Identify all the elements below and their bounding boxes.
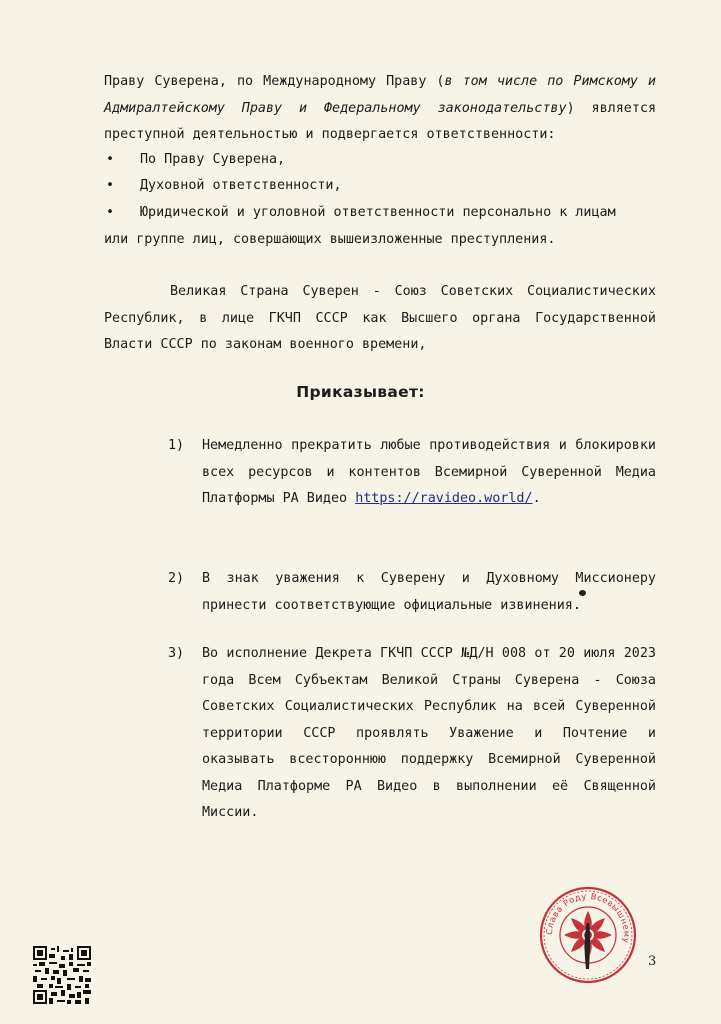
bullet-dot-icon: •: [106, 152, 115, 167]
ravideo-link[interactable]: https://ravideo.world/: [355, 491, 533, 506]
order-item: 3) Во исполнение Декрета ГКЧП СССР №Д/Н 008 от 20 июля 2023 года Всем Субъектам Великой Страны Суверена - Союза Советских Социалистических Республик на всей Суверенной территории СССР проявлять Уважение и Почтение и оказывать всестороннюю поддержку Всемирной Суверенной Медиа Платформе РА Видео в выполнении её Священной Миссии.: [168, 641, 656, 827]
intro-paragraph: Праву Суверена, по Международному Праву (в том числе по Римскому и Адмиралтейскому Праву и Федеральному законодательству) является преступной деятельностью и подвергается ответственности:: [104, 74, 656, 142]
bullet-item: • Юридической и уголовной ответственности персонально к лицам или группе лиц, совершающих вышеизложенные преступления.: [104, 200, 656, 253]
qr-code-icon: [33, 946, 91, 1004]
bullet-dot-icon: •: [106, 178, 115, 193]
order-item-number: 1): [168, 438, 185, 453]
bullet-item: • Духовной ответственности,: [104, 173, 656, 200]
bullet-item: • По Праву Суверена,: [104, 147, 656, 174]
page-number: 3: [648, 954, 657, 969]
bullet-dot-icon: •: [106, 205, 115, 220]
ink-blot: [579, 590, 586, 596]
order-item: 2) В знак уважения к Суверену и Духовному Миссионеру принести соответствующие официальные извинения.: [168, 566, 656, 619]
svg-text:Слава Роду Всевышнему: Слава Роду Всевышнему: [543, 890, 633, 945]
seal-emblem-icon: [538, 885, 638, 985]
section-heading: Приказывает:: [296, 383, 425, 401]
intro-italic: в том числе по Римскому и Адмиралтейскому Праву и Федеральному законодательству: [104, 74, 656, 116]
order-item-number: 3): [168, 646, 185, 661]
declaration-paragraph: Великая Страна Суверен - Союз Советских Социалистических Республик, в лице ГКЧП СССР как Высшего органа Государственной Власти СССР по законам военного времени,: [104, 284, 656, 352]
order-item-number: 2): [168, 571, 185, 586]
order-item: 1) Немедленно прекратить любые противодействия и блокировки всех ресурсов и контентов Всемирной Суверенной Медиа Платформы РА Видео https://ravideo.world/.: [168, 433, 656, 513]
